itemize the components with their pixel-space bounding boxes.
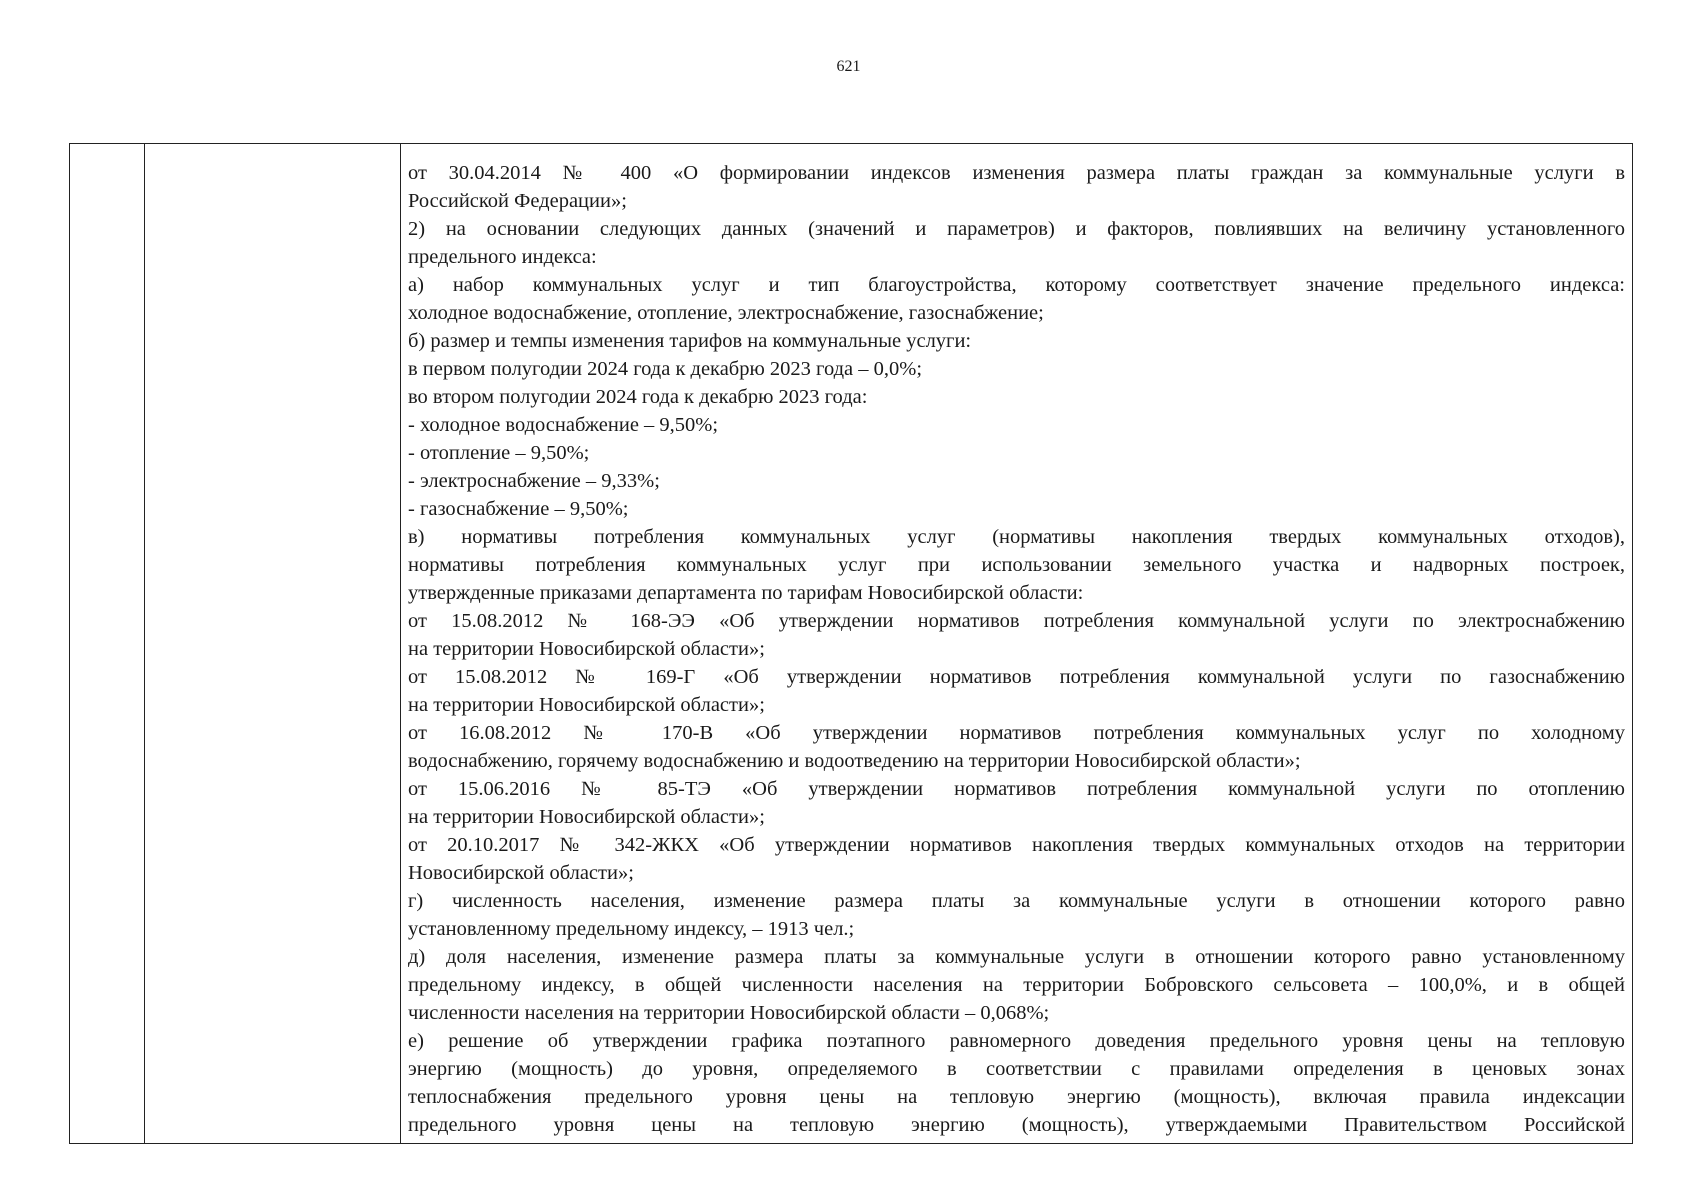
text-line: г) численность населения, изменение размера платы за коммунальные услуги в отношении которого равно (408, 890, 1625, 912)
text-line: б) размер и темпы изменения тарифов на коммунальные услуги: (408, 330, 972, 352)
text-line: водоснабжению, горячему водоснабжению и водоотведению на территории Новосибирской области»; (408, 750, 1301, 772)
text-line: - электроснабжение – 9,33%; (408, 470, 660, 492)
text-line: от 15.08.2012 № 168-ЭЭ «Об утверждении нормативов потребления коммунальной услуги по электроснабжению (408, 610, 1625, 632)
text-line: д) доля населения, изменение размера платы за коммунальные услуги в отношении которого равно установленному (408, 946, 1625, 968)
text-line: установленному предельному индексу, – 1913 чел.; (408, 918, 855, 940)
text-line: е) решение об утверждении графика поэтапного равномерного доведения предельного уровня цены на тепловую (408, 1030, 1625, 1052)
text-line: во втором полугодии 2024 года к декабрю 2023 года: (408, 386, 868, 408)
text-line: холодное водоснабжение, отопление, электроснабжение, газоснабжение; (408, 302, 1044, 324)
table-cell-text (401, 144, 1632, 1143)
table-cell-number (70, 144, 145, 1143)
text-line: предельного индекса: (408, 246, 597, 268)
text-line: от 20.10.2017 № 342-ЖКХ «Об утверждении нормативов накопления твердых коммунальных отходов на территории (408, 834, 1625, 856)
text-line: от 16.08.2012 № 170-В «Об утверждении нормативов потребления коммунальных услуг по холодному (408, 722, 1625, 744)
document-table (69, 143, 1633, 1144)
text-line: Российской Федерации»; (408, 190, 627, 212)
text-line: в первом полугодии 2024 года к декабрю 2023 года – 0,0%; (408, 358, 923, 380)
text-line: от 15.08.2012 № 169-Г «Об утверждении нормативов потребления коммунальной услуги по газоснабжению (408, 666, 1625, 688)
text-line: - холодное водоснабжение – 9,50%; (408, 414, 719, 436)
text-line: 2) на основании следующих данных (значений и параметров) и факторов, повлиявших на величину установленного (408, 218, 1625, 240)
text-line: - газоснабжение – 9,50%; (408, 498, 629, 520)
text-line: теплоснабжения предельного уровня цены на тепловую энергию (мощность), включая правила индексации (408, 1086, 1625, 1108)
text-line: в) нормативы потребления коммунальных услуг (нормативы накопления твердых коммунальных отходов), (408, 526, 1625, 548)
text-line: - отопление – 9,50%; (408, 442, 590, 464)
text-line: предельному индексу, в общей численности населения на территории Бобровского сельсовета – 100,0%, и в общей (408, 974, 1625, 996)
text-line: численности населения на территории Новосибирской области – 0,068%; (408, 1002, 1050, 1024)
text-line: на территории Новосибирской области»; (408, 638, 765, 660)
text-line: предельного уровня цены на тепловую энергию (мощность), утверждаемыми Правительством Российской (408, 1114, 1625, 1136)
text-line: а) набор коммунальных услуг и тип благоустройства, которому соответствует значение предельного индекса: (408, 274, 1625, 296)
text-line: энергию (мощность) до уровня, определяемого в соответствии с правилами определения в ценовых зонах (408, 1058, 1625, 1080)
text-line: нормативы потребления коммунальных услуг при использовании земельного участка и надворных построек, (408, 554, 1625, 576)
text-line: от 15.06.2016 № 85-ТЭ «Об утверждении нормативов потребления коммунальной услуги по отоплению (408, 778, 1625, 800)
text-line: на территории Новосибирской области»; (408, 694, 765, 716)
text-line: на территории Новосибирской области»; (408, 806, 765, 828)
text-line: утвержденные приказами департамента по тарифам Новосибирской области: (408, 582, 1084, 604)
text-line: Новосибирской области»; (408, 862, 634, 884)
page-number: 621 (836, 58, 861, 75)
text-line: от 30.04.2014 № 400 «О формировании индексов изменения размера платы граждан за коммунальные услуги в (408, 162, 1625, 184)
table-cell-title (145, 144, 401, 1143)
